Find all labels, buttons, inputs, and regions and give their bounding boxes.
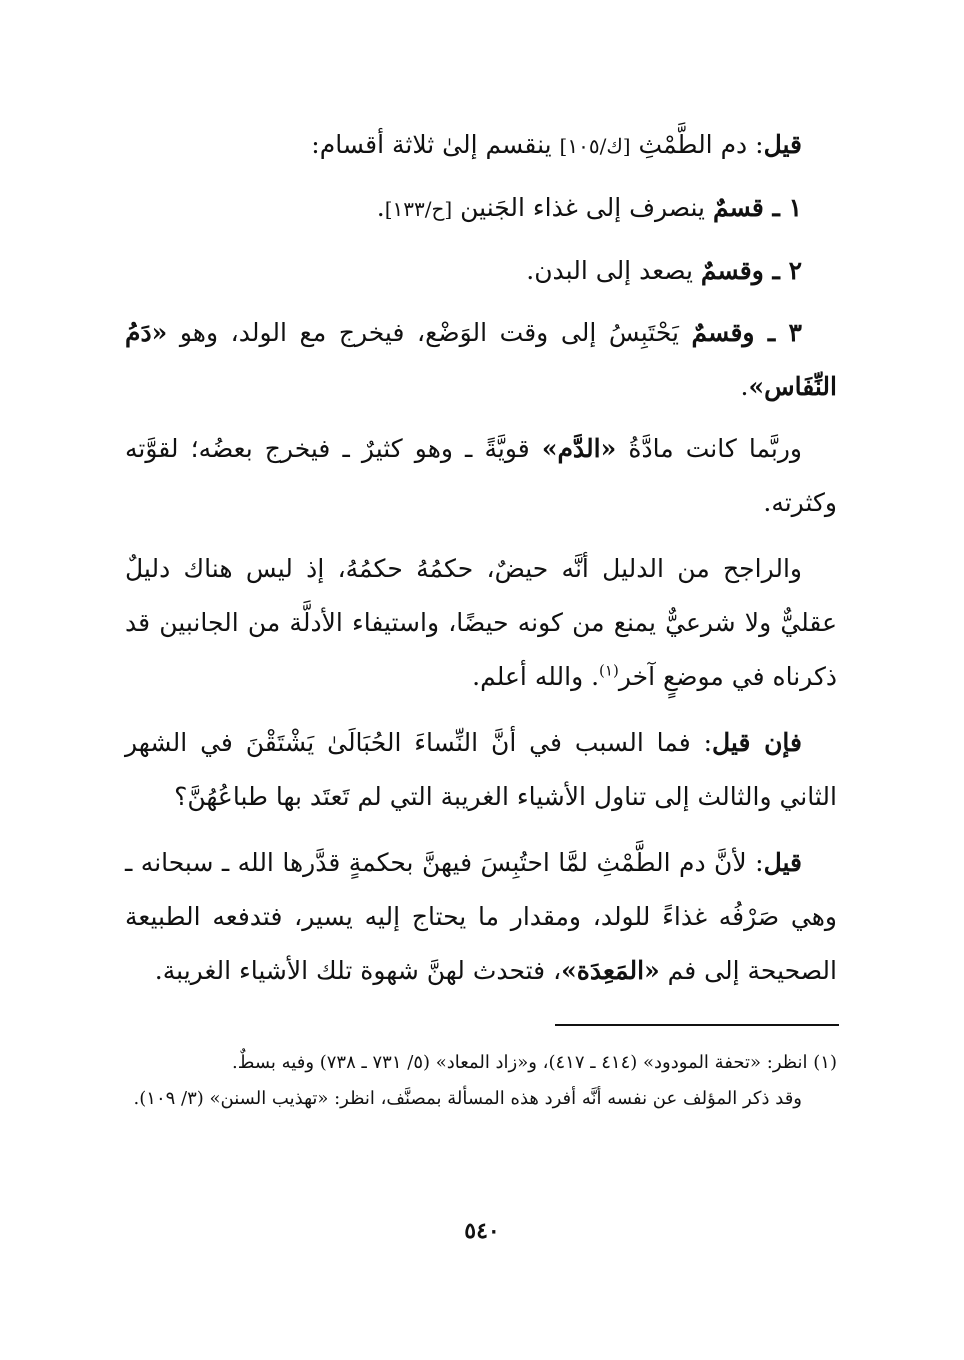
lead-word: فإن قيل [712,728,802,757]
paragraph-text: يَحْتَبِسُ إلى وقت الوَضْع، فيخرج مع الولد، وهو [167,318,692,347]
footnote-1: (١) انظر: «تحفة المودود» (٤١٤ ـ ٤١٧)، و«زاد المعاد» (٥/ ٧٣١ ـ ٧٣٨) وفيه بسطٌ. [232,1052,837,1073]
paragraph-text-rest: . والله أعلم. [472,662,600,691]
paragraph-text-rest: . [376,193,385,222]
paragraph-7 [125,716,837,824]
paragraph-text-rest: ، فتحدث لهنَّ شهوة تلك الأشياء الغريبة. [154,956,562,985]
paragraph-text-rest: ينقسم إلىٰ ثلاثة أقسام: [311,130,560,159]
footnote-marker[interactable]: (١) [599,661,619,680]
paragraph-text: وربَّما كانت مادَّةُ [616,434,803,463]
footnote-separator [555,1024,839,1026]
main-text [125,118,837,1010]
paragraph-6 [125,542,837,704]
paragraph-5 [125,422,837,530]
list-item-label: ٣ ـ وقسمٌ [691,318,802,347]
list-item-label: ٢ ـ وقسمٌ [700,256,802,285]
paragraph-text: : فما السبب في أنَّ النِّساءَ الحُبَالَىٰ يَشْتَقْنَ في الشهر الثاني والثالث إلى تناول الأشياء الغريبة التي لم تَعتَد بها طباعُهُنَّ؟ [125,728,837,811]
paragraph-text-rest: . [740,372,749,401]
paragraph-8 [125,836,837,998]
lead-word: قيل [763,848,802,877]
footnotes [125,1048,837,1120]
paragraph-text: والراجح من الدليل أنَّه حيضٌ، حكمُهُ حكمُهُ، إذ ليس هناك دليلٌ عقليٌّ ولا شرعيٌّ يمنع من كونه حيضًا، واستيفاء الأدلَّة من الجانبين قد ذكرناه في موضعٍ آخر [125,554,837,691]
paragraph-1 [125,118,837,173]
paragraph-text: : دم الطَّمْثِ [630,130,764,159]
paragraph-text: : لأنَّ دم الطَّمْثِ لمَّا احتُبِسَ فيهنَّ بحكمةٍ قدَّرها الله ـ سبحانه ـ وهي صَرْفُه غذاءً للولد، ومقدار ما يحتاج إليه يسير، فتدفعه الطبيعة الصحيحة إلى فم [125,848,837,985]
lead-word: قيل [763,130,802,159]
footnote-1-continuation: وقد ذكر المؤلف عن نفسه أنَّه أفرد هذه المسألة بمصنَّف، انظر: «تهذيب السنن» (٣/ ١٠٩). [133,1088,802,1109]
page-number: ٥٤٠ [464,1218,500,1244]
manuscript-ref: [ك/١٠٥] [559,134,631,158]
paragraph-3 [125,244,837,298]
paragraph-2 [125,181,837,236]
paragraph-4 [125,306,837,414]
paragraph-text-rest: قويَّةً ـ وهو كثيرٌ ـ فيخرج بعضُه؛ لقوَّته وكثرته. [125,434,837,517]
bold-term: «دَمُ النِّفَاس» [125,318,837,401]
paragraph-text: ينصرف إلى غذاء الجَنين [452,193,713,222]
bold-term: «الدَّم» [541,434,617,463]
bold-term: «المَعِدَة» [561,956,660,985]
list-item-label: ١ ـ قسمٌ [712,193,802,222]
manuscript-ref: [ح/١٣٣] [384,197,453,221]
paragraph-text: يصعد إلى البدن. [526,256,701,285]
